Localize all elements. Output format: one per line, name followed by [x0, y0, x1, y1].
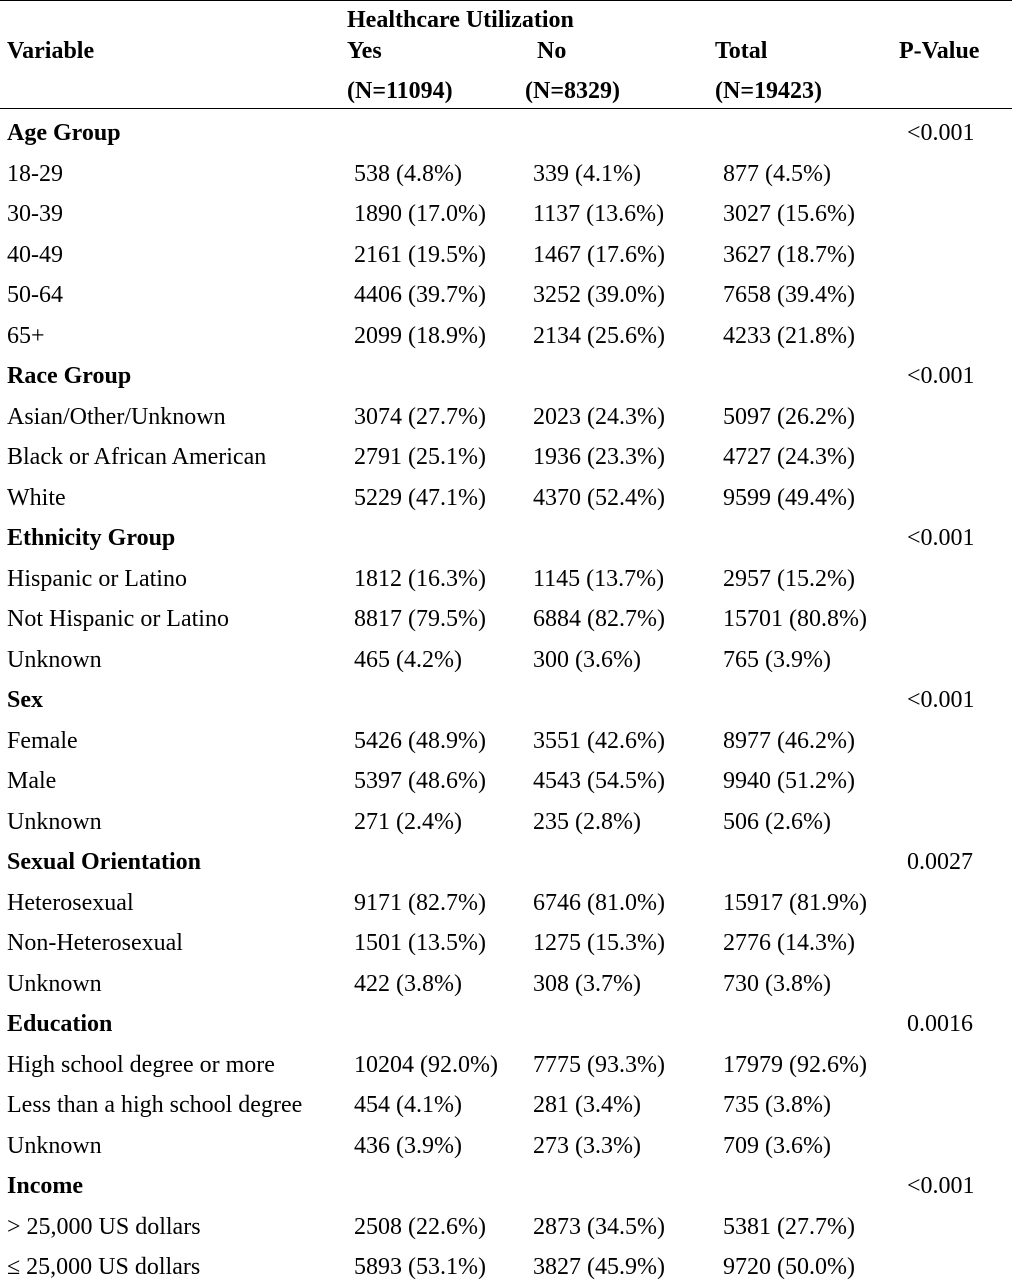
- yes-value: 422 (3.8%): [354, 970, 462, 997]
- yes-value: 2161 (19.5%): [354, 241, 486, 268]
- yes-value: 454 (4.1%): [354, 1092, 462, 1119]
- table-row: [0, 1207, 1012, 1248]
- empty-cell: [907, 194, 1012, 235]
- yes-value: 5229 (47.1%): [354, 484, 486, 511]
- p-value-cell: 0.0027: [907, 849, 973, 876]
- header-total: Total: [715, 38, 768, 64]
- header-yes-n: (N=11094): [347, 78, 453, 104]
- empty-cell: [716, 680, 907, 721]
- total-value: 3627 (18.7%): [723, 241, 855, 268]
- empty-cell: [526, 356, 716, 397]
- yes-value: 1501 (13.5%): [354, 930, 486, 957]
- group-label: Race Group: [7, 363, 132, 390]
- empty-cell: [716, 842, 907, 883]
- yes-value: 5397 (48.6%): [354, 768, 486, 795]
- total-value: 735 (3.8%): [723, 1092, 831, 1119]
- empty-cell: [716, 113, 907, 154]
- empty-cell: [907, 559, 1012, 600]
- table-row: [0, 478, 1012, 519]
- no-value: 281 (3.4%): [533, 1092, 641, 1119]
- group-row: [0, 1166, 1012, 1207]
- table-row: [0, 235, 1012, 276]
- total-value: 5097 (26.2%): [723, 403, 855, 430]
- row-label: Less than a high school degree: [7, 1092, 303, 1119]
- no-value: 3827 (45.9%): [533, 1254, 665, 1281]
- p-value-cell: <0.001: [907, 120, 975, 147]
- table-row: [0, 640, 1012, 681]
- table-row: [0, 883, 1012, 924]
- yes-value: 436 (3.9%): [354, 1132, 462, 1159]
- p-value-cell: <0.001: [907, 525, 975, 552]
- row-label: Unknown: [7, 808, 102, 835]
- group-row: [0, 842, 1012, 883]
- empty-cell: [347, 113, 526, 154]
- no-value: 7775 (93.3%): [533, 1051, 665, 1078]
- row-label: Unknown: [7, 970, 102, 997]
- empty-cell: [716, 518, 907, 559]
- total-value: 4727 (24.3%): [723, 444, 855, 471]
- row-label: Unknown: [7, 1132, 102, 1159]
- group-label: Sexual Orientation: [7, 849, 202, 876]
- total-value: 877 (4.5%): [723, 160, 831, 187]
- table-row: [0, 275, 1012, 316]
- total-value: 2957 (15.2%): [723, 565, 855, 592]
- empty-cell: [347, 518, 526, 559]
- table-row: [0, 397, 1012, 438]
- empty-cell: [907, 802, 1012, 843]
- group-label: Income: [7, 1173, 83, 1200]
- empty-cell: [716, 1004, 907, 1045]
- table-row: [0, 1247, 1012, 1288]
- empty-cell: [907, 478, 1012, 519]
- yes-value: 5426 (48.9%): [354, 727, 486, 754]
- empty-cell: [716, 356, 907, 397]
- no-value: 3252 (39.0%): [533, 282, 665, 309]
- empty-cell: [907, 1207, 1012, 1248]
- row-label: Asian/Other/Unknown: [7, 403, 226, 430]
- yes-value: 538 (4.8%): [354, 160, 462, 187]
- table-row: [0, 437, 1012, 478]
- empty-cell: [907, 235, 1012, 276]
- total-value: 4233 (21.8%): [723, 322, 855, 349]
- table-row: [0, 761, 1012, 802]
- data-table: [0, 113, 1012, 1288]
- row-label: White: [7, 484, 66, 511]
- empty-cell: [716, 1166, 907, 1207]
- no-value: 1275 (15.3%): [533, 930, 665, 957]
- table-row: [0, 559, 1012, 600]
- total-value: 9720 (50.0%): [723, 1254, 855, 1281]
- row-label: ≤ 25,000 US dollars: [7, 1254, 201, 1281]
- row-label: High school degree or more: [7, 1051, 275, 1078]
- total-value: 7658 (39.4%): [723, 282, 855, 309]
- empty-cell: [907, 883, 1012, 924]
- yes-value: 5893 (53.1%): [354, 1254, 486, 1281]
- table-row: [0, 923, 1012, 964]
- empty-cell: [907, 275, 1012, 316]
- p-value-cell: <0.001: [907, 1173, 975, 1200]
- table-row: [0, 316, 1012, 357]
- total-value: 9599 (49.4%): [723, 484, 855, 511]
- yes-value: 9171 (82.7%): [354, 889, 486, 916]
- empty-cell: [347, 1166, 526, 1207]
- empty-cell: [526, 518, 716, 559]
- total-value: 709 (3.6%): [723, 1132, 831, 1159]
- yes-value: 2508 (22.6%): [354, 1213, 486, 1240]
- empty-cell: [907, 721, 1012, 762]
- total-value: 9940 (51.2%): [723, 768, 855, 795]
- group-label: Education: [7, 1011, 113, 1038]
- no-value: 308 (3.7%): [533, 970, 641, 997]
- row-label: 50-64: [7, 282, 63, 309]
- table-row: [0, 194, 1012, 235]
- header-group-title: Healthcare Utilization: [347, 7, 574, 33]
- empty-cell: [907, 640, 1012, 681]
- empty-cell: [907, 1085, 1012, 1126]
- empty-cell: [907, 761, 1012, 802]
- no-value: 235 (2.8%): [533, 808, 641, 835]
- row-label: Not Hispanic or Latino: [7, 606, 229, 633]
- header-no-n: (N=8329): [525, 78, 620, 104]
- empty-cell: [907, 1247, 1012, 1288]
- empty-cell: [526, 1004, 716, 1045]
- total-value: 506 (2.6%): [723, 808, 831, 835]
- yes-value: 10204 (92.0%): [354, 1051, 498, 1078]
- empty-cell: [526, 1166, 716, 1207]
- total-value: 2776 (14.3%): [723, 930, 855, 957]
- p-value-cell: <0.001: [907, 363, 975, 390]
- total-value: 15917 (81.9%): [723, 889, 867, 916]
- empty-cell: [907, 437, 1012, 478]
- yes-value: 271 (2.4%): [354, 808, 462, 835]
- row-label: 65+: [7, 322, 45, 349]
- empty-cell: [347, 356, 526, 397]
- no-value: 300 (3.6%): [533, 646, 641, 673]
- total-value: 730 (3.8%): [723, 970, 831, 997]
- header-pvalue: P-Value: [899, 38, 980, 64]
- empty-cell: [907, 397, 1012, 438]
- group-row: [0, 518, 1012, 559]
- empty-cell: [347, 1004, 526, 1045]
- no-value: 4543 (54.5%): [533, 768, 665, 795]
- yes-value: 3074 (27.7%): [354, 403, 486, 430]
- no-value: 1936 (23.3%): [533, 444, 665, 471]
- row-label: > 25,000 US dollars: [7, 1213, 201, 1240]
- no-value: 2873 (34.5%): [533, 1213, 665, 1240]
- table-row: [0, 1045, 1012, 1086]
- header-yes: Yes: [347, 38, 382, 64]
- p-value-cell: 0.0016: [907, 1011, 973, 1038]
- group-row: [0, 680, 1012, 721]
- table-row: [0, 964, 1012, 1005]
- yes-value: 2099 (18.9%): [354, 322, 486, 349]
- row-label: 40-49: [7, 241, 63, 268]
- no-value: 339 (4.1%): [533, 160, 641, 187]
- yes-value: 465 (4.2%): [354, 646, 462, 673]
- row-label: Male: [7, 768, 57, 795]
- group-label: Age Group: [7, 120, 121, 147]
- no-value: 6884 (82.7%): [533, 606, 665, 633]
- row-label: 30-39: [7, 201, 63, 228]
- total-value: 765 (3.9%): [723, 646, 831, 673]
- row-label: Heterosexual: [7, 889, 134, 916]
- no-value: 273 (3.3%): [533, 1132, 641, 1159]
- total-value: 17979 (92.6%): [723, 1051, 867, 1078]
- header-total-n: (N=19423): [715, 78, 822, 104]
- p-value-cell: <0.001: [907, 687, 975, 714]
- group-label: Sex: [7, 687, 43, 714]
- empty-cell: [347, 680, 526, 721]
- group-row: [0, 1004, 1012, 1045]
- table-row: [0, 721, 1012, 762]
- group-row: [0, 113, 1012, 154]
- empty-cell: [526, 842, 716, 883]
- table-row: [0, 802, 1012, 843]
- empty-cell: [526, 680, 716, 721]
- empty-cell: [907, 1045, 1012, 1086]
- yes-value: 1890 (17.0%): [354, 201, 486, 228]
- group-label: Ethnicity Group: [7, 525, 176, 552]
- header-rule: [0, 108, 1012, 109]
- no-value: 1467 (17.6%): [533, 241, 665, 268]
- empty-cell: [907, 964, 1012, 1005]
- empty-cell: [907, 1126, 1012, 1167]
- no-value: 2134 (25.6%): [533, 322, 665, 349]
- row-label: Hispanic or Latino: [7, 565, 187, 592]
- no-value: 6746 (81.0%): [533, 889, 665, 916]
- top-rule: [0, 0, 1012, 1]
- total-value: 5381 (27.7%): [723, 1213, 855, 1240]
- table-row: [0, 599, 1012, 640]
- empty-cell: [907, 599, 1012, 640]
- no-value: 3551 (42.6%): [533, 727, 665, 754]
- empty-cell: [907, 923, 1012, 964]
- yes-value: 1812 (16.3%): [354, 565, 486, 592]
- group-row: [0, 356, 1012, 397]
- empty-cell: [907, 154, 1012, 195]
- row-label: Black or African American: [7, 444, 267, 471]
- empty-cell: [907, 316, 1012, 357]
- total-value: 3027 (15.6%): [723, 201, 855, 228]
- row-label: Unknown: [7, 646, 102, 673]
- table-row: [0, 1126, 1012, 1167]
- yes-value: 2791 (25.1%): [354, 444, 486, 471]
- header-variable: Variable: [7, 38, 95, 64]
- row-label: Non-Heterosexual: [7, 930, 183, 957]
- total-value: 15701 (80.8%): [723, 606, 867, 633]
- yes-value: 8817 (79.5%): [354, 606, 486, 633]
- yes-value: 4406 (39.7%): [354, 282, 486, 309]
- table-row: [0, 154, 1012, 195]
- row-label: 18-29: [7, 160, 63, 187]
- no-value: 4370 (52.4%): [533, 484, 665, 511]
- header-no: No: [537, 38, 567, 64]
- no-value: 2023 (24.3%): [533, 403, 665, 430]
- total-value: 8977 (46.2%): [723, 727, 855, 754]
- empty-cell: [526, 113, 716, 154]
- table-row: [0, 1085, 1012, 1126]
- empty-cell: [347, 842, 526, 883]
- no-value: 1145 (13.7%): [533, 565, 665, 592]
- row-label: Female: [7, 727, 78, 754]
- no-value: 1137 (13.6%): [533, 201, 665, 228]
